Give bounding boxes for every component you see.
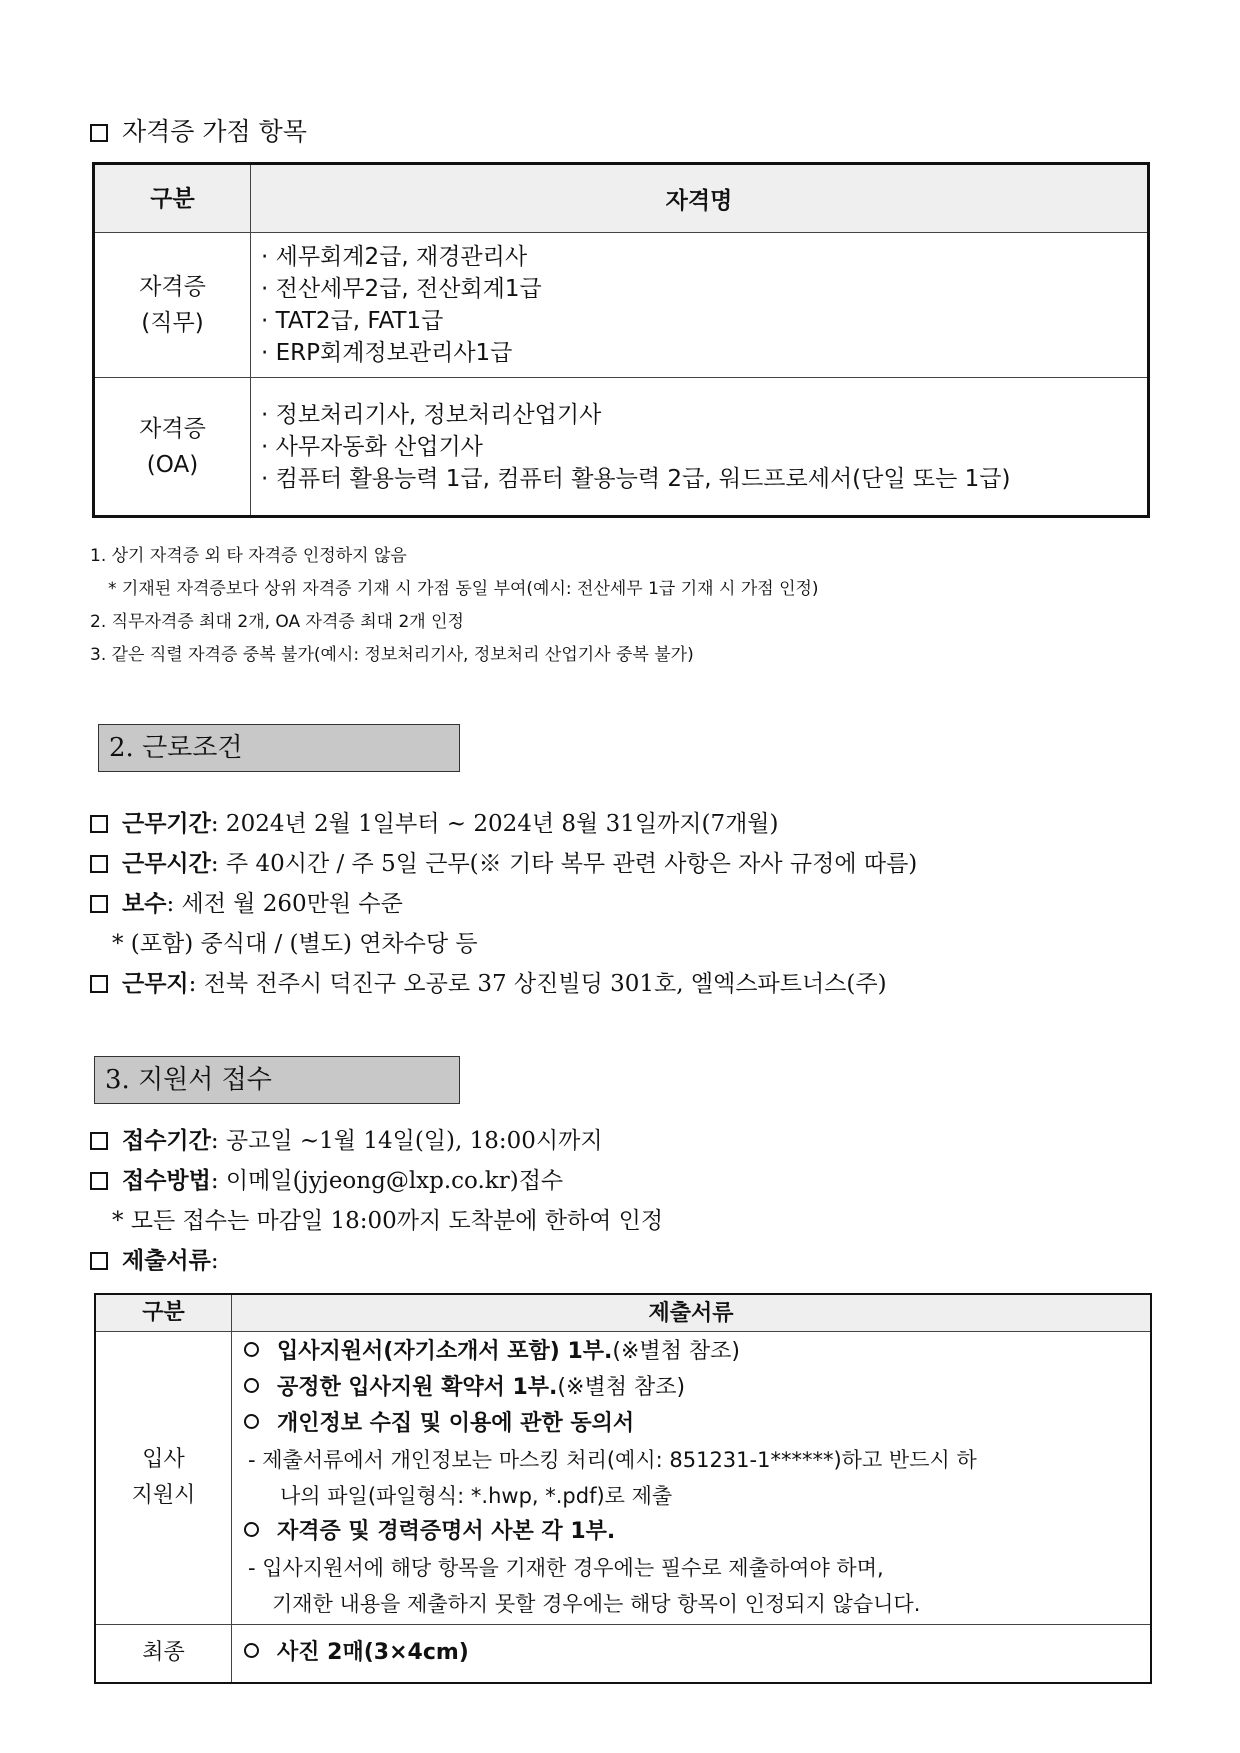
work-hours-line (90, 844, 917, 884)
table-row (94, 378, 1149, 517)
list-item: · 정보처리기사, 정보처리산업기사 (261, 399, 1147, 431)
apply-period-line (90, 1121, 663, 1161)
documents-line (90, 1241, 663, 1281)
item-text: 입사지원서(자기소개서 포함) 1부. (277, 1339, 613, 1364)
checkbox-square-icon (90, 124, 108, 142)
circle-bullet-icon (244, 1378, 259, 1393)
list-item: · 사무자동화 산업기사 (261, 431, 1147, 463)
row-category (95, 1332, 232, 1625)
label: 제출서류 (122, 1247, 211, 1274)
row-category (94, 233, 251, 378)
note-line: 2. 직무자격증 최대 2개, OA 자격증 최대 2개 인정 (90, 612, 464, 632)
table-row (95, 1625, 1151, 1683)
header-category: 구분 (94, 164, 251, 233)
section2-heading: 2. 근로조건 (98, 724, 460, 772)
table-row (94, 233, 1149, 378)
list-item (244, 1334, 1140, 1370)
list-item: · 컴퓨터 활용능력 1급, 컴퓨터 활용능력 2급, 워드프로세서(단일 또는 1급) (261, 463, 1147, 495)
checkbox-square-icon (90, 1132, 108, 1150)
cert-section-heading (90, 112, 307, 148)
circle-bullet-icon (244, 1643, 259, 1658)
row-items (251, 233, 1149, 378)
cert-section-title: 자격증 가점 항목 (122, 117, 307, 146)
list-item: · ERP회계정보관리사1급 (261, 337, 1147, 369)
checkbox-square-icon (90, 1252, 108, 1270)
list-item (244, 1514, 1140, 1550)
header-documents: 제출서류 (232, 1294, 1152, 1332)
item-tail: (※별첨 참조) (612, 1339, 740, 1364)
item-detail: 나의 파일(파일형식: *.hwp, *.pdf)로 제출 (280, 1484, 673, 1508)
list-item: · 세무회계2급, 재경관리사 (261, 241, 1147, 273)
pay-note: * (포함) 중식대 / (별도) 연차수당 등 (112, 931, 478, 957)
circle-bullet-icon (244, 1414, 259, 1429)
category-line: (직무) (141, 310, 204, 336)
item-text: 사진 2매(3×4cm) (277, 1640, 469, 1666)
value: : 주 40시간 / 주 5일 근무(※ 기타 복무 관련 사항은 자사 규정에 따름) (210, 851, 918, 877)
checkbox-square-icon (90, 975, 108, 993)
item-text: 자격증 및 경력증명서 사본 각 1부. (277, 1519, 616, 1544)
note-line: * 기재된 자격증보다 상위 자격증 기재 시 가점 동일 부여(예시: 전산세무 1급 기재 시 가점 인정) (108, 579, 819, 599)
cert-notes (90, 540, 819, 672)
value: : (210, 1248, 219, 1274)
checkbox-square-icon (90, 1172, 108, 1190)
label: 접수기간 (122, 1127, 211, 1154)
note-line: 1. 상기 자격증 외 타 자격증 인정하지 않음 (90, 546, 407, 566)
value: : 이메일(jyjeong@lxp.co.kr)접수 (210, 1168, 564, 1194)
value: : 2024년 2월 1일부터 ~ 2024년 8월 31일까지(7개월) (210, 811, 779, 837)
checkbox-square-icon (90, 895, 108, 913)
value: : 세전 월 260만원 수준 (166, 891, 403, 917)
checkbox-square-icon (90, 855, 108, 873)
table-header-row (95, 1294, 1151, 1332)
item-tail: (※별첨 참조) (557, 1375, 686, 1400)
list-item (244, 1406, 1140, 1442)
category-line: 입사 (142, 1447, 185, 1472)
list-item (244, 1635, 1140, 1671)
table-row (95, 1332, 1151, 1625)
category-line: 지원시 (131, 1483, 196, 1508)
application-info (90, 1121, 663, 1281)
list-item (244, 1370, 1140, 1406)
row-items (232, 1625, 1152, 1683)
category-line: 자격증 (139, 274, 206, 300)
pay-line (90, 884, 917, 924)
row-category: 최종 (95, 1625, 232, 1683)
row-items (232, 1332, 1152, 1625)
work-conditions (90, 804, 917, 1004)
label: 근무기간 (122, 810, 211, 837)
label: 보수 (122, 890, 167, 917)
circle-bullet-icon (244, 1522, 259, 1537)
item-detail: - 입사지원서에 해당 항목을 기재한 경우에는 필수로 제출하여야 하며, (248, 1556, 884, 1580)
label: 근무지 (122, 970, 189, 997)
label: 접수방법 (122, 1167, 211, 1194)
list-item: · TAT2급, FAT1급 (261, 305, 1147, 337)
item-detail: - 제출서류에서 개인정보는 마스킹 처리(예시: 851231-1******)하고 반드시 하 (248, 1448, 977, 1472)
table-header-row (94, 164, 1149, 233)
work-period-line (90, 804, 917, 844)
note-line: 3. 같은 직렬 자격증 중복 불가(예시: 정보처리기사, 정보처리 산업기사 중복 불가) (90, 645, 694, 665)
apply-method-line (90, 1161, 663, 1201)
category-line: (OA) (146, 451, 199, 478)
header-category: 구분 (95, 1294, 232, 1332)
header-cert-name: 자격명 (251, 164, 1149, 233)
cert-table (92, 162, 1150, 518)
item-detail: 기재한 내용을 제출하지 못할 경우에는 해당 항목이 인정되지 않습니다. (272, 1592, 921, 1616)
row-category (94, 378, 251, 517)
list-item: · 전산세무2급, 전산회계1급 (261, 273, 1147, 305)
circle-bullet-icon (244, 1342, 259, 1357)
checkbox-square-icon (90, 815, 108, 833)
label: 근무시간 (122, 850, 211, 877)
item-text: 공정한 입사지원 확약서 1부. (277, 1375, 558, 1400)
section3-heading: 3. 지원서 접수 (94, 1056, 460, 1104)
documents-table (94, 1293, 1152, 1684)
workplace-line (90, 964, 917, 1004)
category-line: 자격증 (139, 415, 206, 442)
value: : 공고일 ~1월 14일(일), 18:00시까지 (210, 1128, 603, 1154)
value: : 전북 전주시 덕진구 오공로 37 상진빌딩 301호, 엘엑스파트너스(주) (188, 971, 887, 997)
row-items (251, 378, 1149, 517)
apply-method-note: * 모든 접수는 마감일 18:00까지 도착분에 한하여 인정 (112, 1208, 664, 1234)
item-text: 개인정보 수집 및 이용에 관한 동의서 (277, 1411, 635, 1436)
